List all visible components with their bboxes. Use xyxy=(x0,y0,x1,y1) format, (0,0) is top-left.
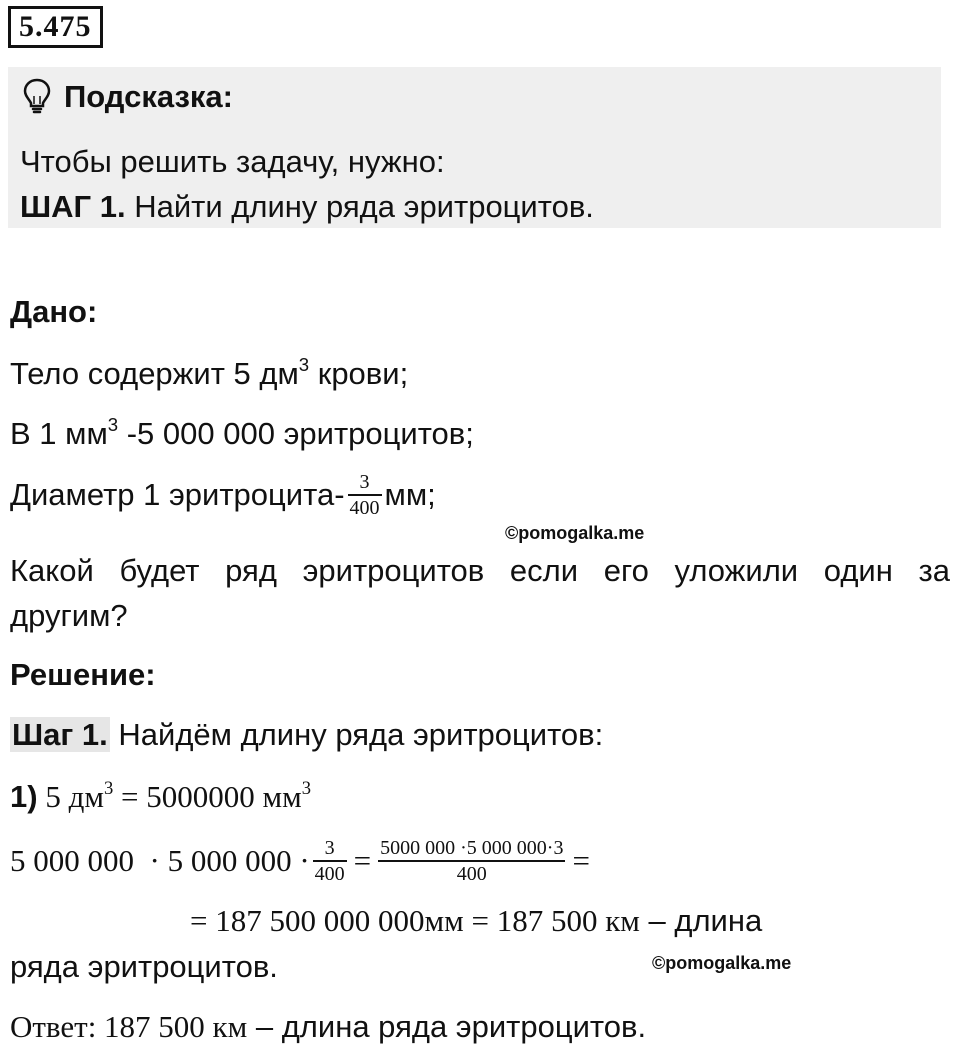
calc-equals: = xyxy=(572,843,590,878)
given-volume-text: Тело содержит 5 дм xyxy=(10,356,299,391)
given-count-exponent: 3 xyxy=(107,413,119,435)
given-count-text-end: -5 000 000 эритроцитов; xyxy=(118,416,474,451)
hint-step-text: Найти длину ряда эритроцитов. xyxy=(125,189,594,224)
given-volume-line xyxy=(10,355,408,393)
answer-label: Ответ: 187 500 км xyxy=(10,1009,248,1044)
problem-number: 5.475 xyxy=(8,6,103,48)
calc-line-3: ряда эритроцитов. xyxy=(10,949,278,984)
answer-text: – длина ряда эритроцитов. xyxy=(247,1009,647,1044)
given-title: Дано: xyxy=(10,294,98,329)
item-1-left: 5 дм xyxy=(37,779,104,814)
question-word: будет xyxy=(119,553,200,588)
item-1-math xyxy=(38,779,311,814)
watermark: ©pomogalka.me xyxy=(505,523,645,543)
question-word: Какой xyxy=(10,553,94,588)
hint-intro: Чтобы решить задачу, нужно: xyxy=(20,144,445,179)
given-volume-text-end: крови; xyxy=(309,356,409,391)
fraction-denominator: 400 xyxy=(349,497,380,519)
calc-line-2 xyxy=(190,902,762,940)
calc-result-text: – длина xyxy=(639,903,763,938)
hint-step-label: ШАГ 1. xyxy=(20,189,126,224)
given-volume-exponent: 3 xyxy=(298,353,310,375)
given-diameter-line xyxy=(10,470,436,520)
given-diameter-text: Диаметр 1 эритроцита- xyxy=(10,477,345,512)
solution-title: Решение: xyxy=(10,657,156,692)
item-1-exp-a: 3 xyxy=(103,777,114,799)
watermark: ©pomogalka.me xyxy=(652,953,792,973)
fraction-numerator: 3 xyxy=(359,471,370,493)
item-1-exp-b: 3 xyxy=(301,777,312,799)
calc-product: 5 000 000 · 5 000 000 · xyxy=(10,843,310,878)
solution-step xyxy=(10,716,603,754)
hint-title: Подсказка: xyxy=(64,79,233,114)
question-word: если xyxy=(509,553,579,588)
item-1-right: = 5000000 мм xyxy=(113,779,302,814)
given-count-text: В 1 мм xyxy=(10,416,108,451)
item-1-label: 1) xyxy=(10,779,38,814)
question-word: ряд xyxy=(225,553,277,588)
question-word: его xyxy=(603,553,649,588)
calc-line-1 xyxy=(10,836,594,886)
given-question-line xyxy=(10,552,950,590)
given-diameter-unit: мм; xyxy=(384,477,436,512)
question-word: за xyxy=(918,553,950,588)
calc-equals: = xyxy=(353,843,372,878)
calc-fraction-2 xyxy=(378,836,565,886)
hint-step xyxy=(20,188,594,226)
question-word: уложили xyxy=(674,553,799,588)
lightbulb-icon xyxy=(22,78,52,114)
solution-step-text: Найдём длину ряда эритроцитов: xyxy=(109,717,604,752)
fraction-denominator: 400 xyxy=(314,863,345,885)
given-question-end: другим? xyxy=(10,598,128,633)
question-word: эритроцитов xyxy=(302,553,485,588)
fraction-numerator: 5000 000 ·5 000 000·3 xyxy=(380,837,564,859)
calc-result-math: = 187 500 000 000мм = 187 500 км xyxy=(190,903,640,938)
fraction-numerator: 3 xyxy=(324,837,335,859)
calc-fraction-1 xyxy=(313,836,347,886)
solution-item-1 xyxy=(10,778,311,816)
question-word: один xyxy=(823,553,893,588)
given-count-line xyxy=(10,415,474,453)
diameter-fraction xyxy=(348,470,382,520)
answer-line xyxy=(10,1008,646,1046)
fraction-denominator: 400 xyxy=(456,863,487,885)
solution-step-label: Шаг 1. xyxy=(12,717,108,752)
